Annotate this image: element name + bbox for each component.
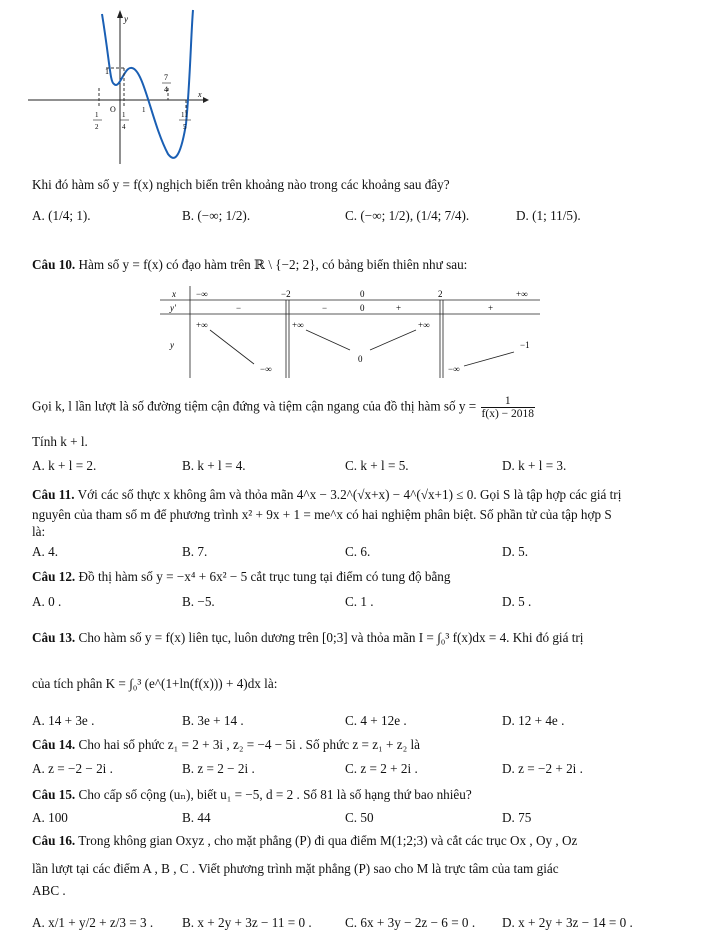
q11-option-b[interactable]: B. 7.	[182, 544, 208, 559]
label-quarter-den: 4	[122, 123, 126, 131]
q13-option-a[interactable]: A. 14 + 3e .	[32, 713, 95, 728]
q10-line3: Tính k + l.	[32, 434, 88, 449]
q16-option-a[interactable]: A. x/1 + y/2 + z/3 = 3 .	[32, 915, 154, 930]
q12-option-d[interactable]: D. 5 .	[502, 594, 532, 609]
label-one-top: 1	[105, 67, 109, 76]
table-sign-5: +	[488, 303, 494, 313]
q15-stem	[32, 787, 472, 803]
q13-label: Câu 13.	[32, 630, 76, 645]
q12-stem	[32, 569, 451, 585]
q15-stem-text: Cho cấp số cộng (uₙ), biết u₁ = −5, d = 2 . Số 81 là số hạng thứ bao nhiêu?	[78, 787, 472, 802]
table-arrow-2	[306, 330, 350, 350]
label-origin: O	[110, 105, 116, 114]
label-half-num: 1	[95, 111, 99, 119]
variation-table	[160, 286, 540, 378]
table-arrow-4	[464, 352, 514, 366]
q10-option-d[interactable]: D. k + l = 3.	[502, 458, 567, 473]
table-x-3: 0	[360, 289, 365, 299]
q13-option-d[interactable]: D. 12 + 4e .	[502, 713, 565, 728]
table-y-1: +∞	[196, 320, 208, 330]
q14-stem-text: Cho hai số phức z₁ = 2 + 3i , z₂ = −4 − 5i . Số phức z = z₁ + z₂ là	[78, 737, 421, 752]
q11-line2: nguyên của tham số m để phương trình x² + 9x + 1 = me^x có hai nghiệm phân biệt. Số phần tử của tập hợp S	[32, 507, 612, 522]
table-sign-2: −	[322, 303, 328, 313]
q10-frac-num: 1	[481, 395, 535, 408]
q14-stem	[32, 737, 420, 753]
q9-option-c[interactable]: C. (−∞; 1/2), (1/4; 7/4).	[345, 208, 470, 223]
table-y-2: −∞	[260, 364, 272, 374]
q10-stem	[32, 257, 467, 273]
q14-option-b[interactable]: B. z = 2 − 2i .	[182, 761, 255, 776]
q15-option-a[interactable]: A. 100	[32, 810, 68, 825]
q10-stem-text: Hàm số y = f(x) có đạo hàm trên ℝ \ {−2; 2}, có bảng biến thiên như sau:	[78, 257, 468, 272]
table-y-5: +∞	[418, 320, 430, 330]
table-y-4: 0	[358, 354, 363, 364]
q11-line3: là:	[32, 524, 46, 539]
q11-option-d[interactable]: D. 5.	[502, 544, 529, 559]
q15-label: Câu 15.	[32, 787, 76, 802]
q11-line1	[32, 487, 621, 503]
q16-label: Câu 16.	[32, 833, 76, 848]
q14-option-a[interactable]: A. z = −2 − 2i .	[32, 761, 113, 776]
table-y-3: +∞	[292, 320, 304, 330]
table-x-4: 2	[438, 289, 443, 299]
label-seven: 7	[164, 73, 168, 82]
table-y-6: −∞	[448, 364, 460, 374]
label-five: 5	[183, 123, 187, 131]
x-axis-arrow	[203, 97, 209, 103]
q14-label: Câu 14.	[32, 737, 76, 752]
q10-frac-den: f(x) − 2018	[481, 408, 535, 420]
q10-option-b[interactable]: B. k + l = 4.	[182, 458, 246, 473]
q12-stem-text: Đồ thị hàm số y = −x⁴ + 6x² − 5 cắt trục tung tại điểm có tung độ bằng	[78, 569, 451, 584]
q13-option-b[interactable]: B. 3e + 14 .	[182, 713, 244, 728]
table-arrow-3	[370, 330, 416, 350]
y-axis-arrow	[117, 10, 123, 18]
label-half-den: 2	[95, 123, 99, 131]
label-x: x	[198, 90, 202, 99]
q13-line1	[32, 630, 583, 646]
q10-label: Câu 10.	[32, 257, 76, 272]
table-x-label: x	[172, 289, 176, 299]
label-y: y	[124, 14, 128, 24]
q16-line3: ABC .	[32, 883, 66, 898]
q14-option-c[interactable]: C. z = 2 + 2i .	[345, 761, 418, 776]
q12-label: Câu 12.	[32, 569, 76, 584]
table-sign-4: +	[396, 303, 402, 313]
label-quarter-num: 1	[122, 111, 126, 119]
q15-option-d[interactable]: D. 75	[502, 810, 532, 825]
q16-line1-text: Trong không gian Oxyz , cho mặt phẳng (P) đi qua điểm M(1;2;3) và cắt các trục Ox , Oy , Oz	[78, 833, 578, 848]
q11-option-a[interactable]: A. 4.	[32, 544, 59, 559]
q9-option-d[interactable]: D. (1; 11/5).	[516, 208, 581, 223]
curve	[102, 10, 193, 158]
table-y-label: y	[170, 340, 174, 350]
table-sign-1: −	[236, 303, 242, 313]
q9-option-a[interactable]: A. (1/4; 1).	[32, 208, 91, 223]
table-x-5: +∞	[516, 289, 528, 299]
q16-line2: lần lượt tại các điểm A , B , C . Viết phương trình mặt phẳng (P) sao cho M là trực tâm của tam giác	[32, 861, 559, 876]
q10-line2	[32, 395, 536, 420]
table-y-7: −1	[520, 340, 530, 350]
q10-option-a[interactable]: A. k + l = 2.	[32, 458, 97, 473]
q11-label: Câu 11.	[32, 487, 75, 502]
label-four-a: 4	[164, 85, 168, 94]
q9-option-b[interactable]: B. (−∞; 1/2).	[182, 208, 251, 223]
q10-option-c[interactable]: C. k + l = 5.	[345, 458, 409, 473]
function-graph	[28, 4, 218, 174]
q14-option-d[interactable]: D. z = −2 + 2i .	[502, 761, 583, 776]
q10-fraction	[481, 395, 535, 420]
q13-line1-text: Cho hàm số y = f(x) liên tục, luôn dương trên [0;3] và thỏa mãn I = ∫₀³ f(x)dx = 4. Khi đó giá trị	[78, 630, 584, 645]
q15-option-b[interactable]: B. 44	[182, 810, 211, 825]
q13-line2: của tích phân K = ∫₀³ (e^(1+ln(f(x))) + 4)dx là:	[32, 676, 278, 691]
q9-stem: Khi đó hàm số y = f(x) nghịch biến trên khoảng nào trong các khoảng sau đây?	[32, 177, 450, 192]
q13-option-c[interactable]: C. 4 + 12e .	[345, 713, 407, 728]
table-yp-label: y'	[170, 303, 176, 313]
q12-option-a[interactable]: A. 0 .	[32, 594, 62, 609]
label-eleven: 11	[181, 111, 188, 119]
q11-line1-text: Với các số thực x không âm và thỏa mãn 4^x − 3.2^(√x+x) − 4^(√x+1) ≤ 0. Gọi S là tập hợp các giá trị	[77, 487, 622, 502]
table-arrow-1	[210, 330, 254, 364]
table-x-2: −2	[281, 289, 291, 299]
q15-option-c[interactable]: C. 50	[345, 810, 374, 825]
q11-option-c[interactable]: C. 6.	[345, 544, 371, 559]
q12-option-b[interactable]: B. −5.	[182, 594, 215, 609]
q16-option-c[interactable]: C. 6x + 3y − 2z − 6 = 0 .	[345, 915, 476, 930]
table-x-1: −∞	[196, 289, 208, 299]
table-sign-3: 0	[360, 303, 365, 313]
q16-option-b[interactable]: B. x + 2y + 3z − 11 = 0 .	[182, 915, 312, 930]
q10-line2-text: Gọi k, l lần lượt là số đường tiệm cận đứng và tiệm cận ngang của đồ thị hàm số y =	[32, 398, 477, 414]
q12-option-c[interactable]: C. 1 .	[345, 594, 374, 609]
q16-option-d[interactable]: D. x + 2y + 3z − 14 = 0 .	[502, 915, 633, 930]
q16-line1	[32, 833, 577, 849]
label-one-axis: 1	[142, 106, 146, 114]
